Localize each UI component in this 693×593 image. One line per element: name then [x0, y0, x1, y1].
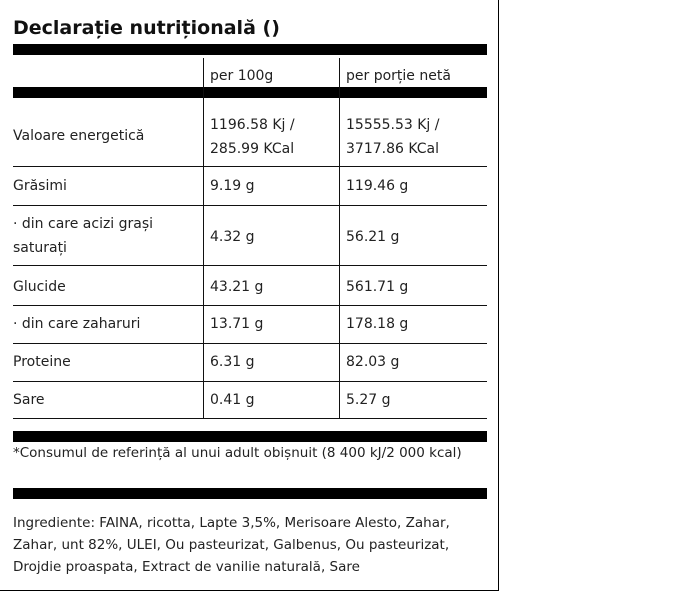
- row-value-fat-portion: 119.46 g: [346, 178, 409, 194]
- row-label-salt: Sare: [13, 392, 45, 408]
- row-label-sugars: · din care zaharuri: [13, 316, 141, 332]
- page-title: Declarație nutrițională (): [13, 17, 280, 39]
- row-value-carbs-per100: 43.21 g: [210, 279, 264, 295]
- reference-intake-note: *Consumul de referință al unui adult obișnuit (8 400 kJ/2 000 kcal): [13, 445, 462, 461]
- row-divider: [13, 265, 487, 266]
- row-divider: [13, 305, 487, 306]
- divider-bar-bottom: [13, 488, 487, 499]
- row-value-fat-per100: 9.19 g: [210, 178, 255, 194]
- row-label-protein: Proteine: [13, 354, 71, 370]
- row-divider: [13, 343, 487, 344]
- row-divider: [13, 418, 487, 419]
- row-value-salt-per100: 0.41 g: [210, 392, 255, 408]
- divider-bar-footer: [13, 431, 487, 442]
- row-divider: [13, 381, 487, 382]
- row-value-protein-per100: 6.31 g: [210, 354, 255, 370]
- row-value-protein-portion: 82.03 g: [346, 354, 400, 370]
- row-label-saturated-fat: · din care acizi grași saturați: [13, 216, 154, 256]
- column-header-per-100g: per 100g: [210, 68, 274, 84]
- row-value-sugars-per100: 13.71 g: [210, 316, 264, 332]
- row-label-carbs: Glucide: [13, 279, 66, 295]
- ingredients-text: Ingrediente: FAINA, ricotta, Lapte 3,5%, Merisoare Alesto, Zahar, Zahar, unt 82%, ULEI, Ou pasteurizat, Galbenus, Ou pasteurizat, Drojdie proaspata, Extract de vanilie naturală, Sare: [13, 515, 450, 575]
- divider-bar-header: [13, 87, 487, 98]
- row-value-saturated-per100: 4.32 g: [210, 229, 255, 245]
- row-value-energy-portion: 15555.53 Kj / 3717.86 KCal: [346, 117, 440, 157]
- column-header-per-portion: per porție netă: [346, 68, 451, 84]
- divider-bar-top: [13, 44, 487, 55]
- row-divider: [13, 166, 487, 167]
- row-label-fat: Grăsimi: [13, 178, 67, 194]
- row-divider: [13, 205, 487, 206]
- row-value-energy-per100: 1196.58 Kj / 285.99 KCal: [210, 117, 295, 157]
- row-value-saturated-portion: 56.21 g: [346, 229, 400, 245]
- column-divider-1: [203, 58, 204, 418]
- row-label-energy: Valoare energetică: [13, 128, 145, 144]
- column-divider-2: [339, 58, 340, 418]
- row-value-carbs-portion: 561.71 g: [346, 279, 409, 295]
- row-value-sugars-portion: 178.18 g: [346, 316, 409, 332]
- row-value-salt-portion: 5.27 g: [346, 392, 391, 408]
